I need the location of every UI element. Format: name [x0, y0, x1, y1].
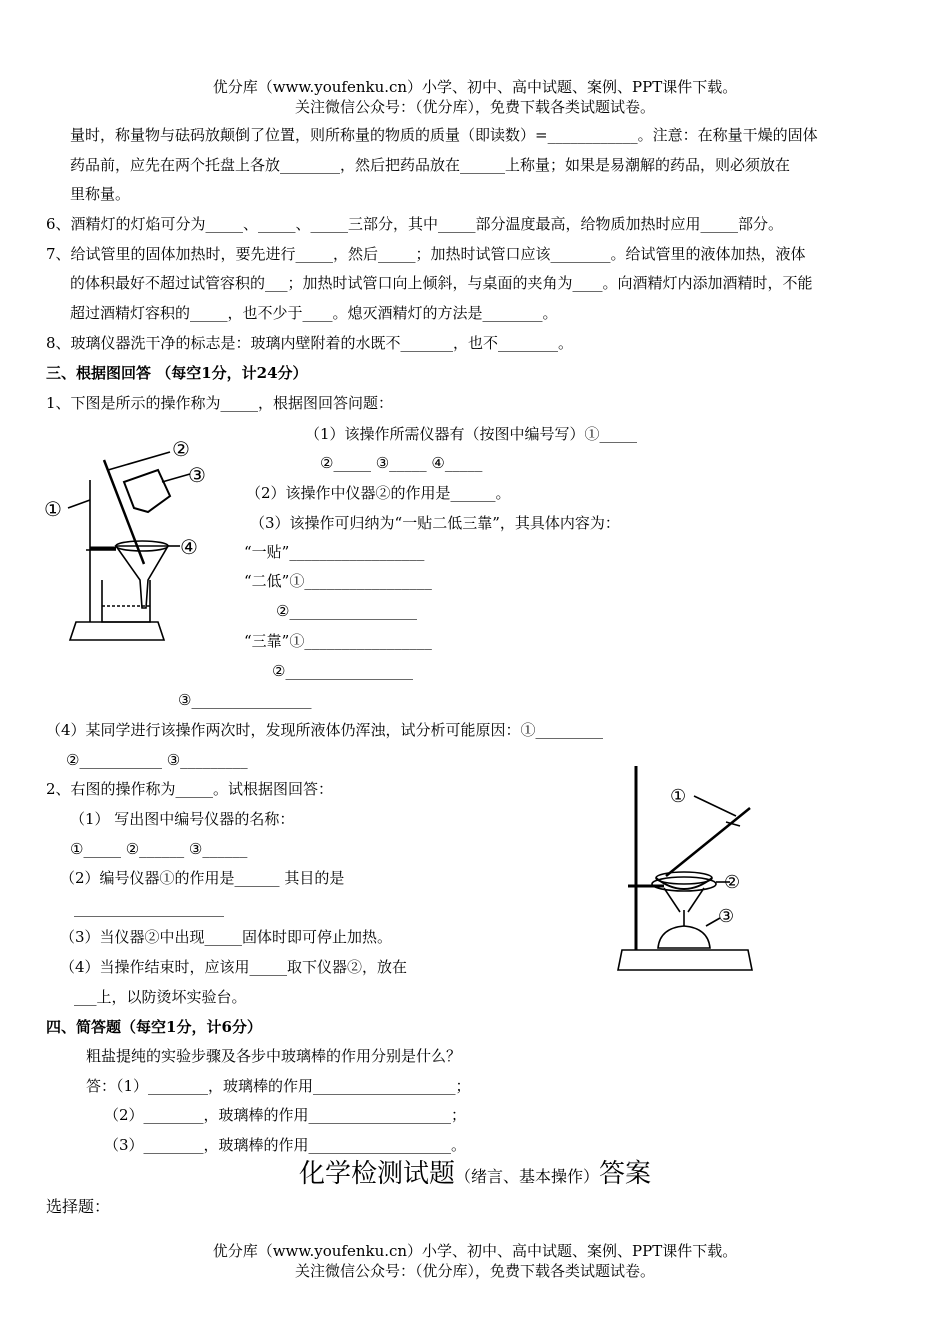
leader-1 — [68, 500, 90, 508]
s3-q1-yitie: “一贴”__________________ — [244, 543, 425, 561]
stand-base — [618, 950, 752, 970]
figure1-label-1: ① — [44, 497, 62, 521]
figure2-label-1: ① — [670, 786, 687, 807]
leader-2 — [108, 452, 170, 470]
s3-q1-stem: 1、下图是所示的操作称为_____，根据图回答问题： — [46, 394, 394, 412]
header-line-2: 关注微信公众号：（优分库），免费下载各类试题试卷。 — [294, 98, 655, 116]
glass-rod — [666, 808, 750, 876]
s3-q1-p4: （4）某同学进行该操作两次时，发现所液体仍浑浊，试分析可能原因：①_________ — [46, 721, 604, 739]
header-line-1: 优分库（www.youfenku.cn）小学、初中、高中试题、案例、PPT课件下载。 — [212, 78, 738, 96]
q7-line-2: 的体积最好不超过试管容积的___；加热时试管口向上倾斜，与桌面的夹角为____。向酒精灯内添加酒精时，不能 — [70, 274, 813, 292]
footer-line-1: 优分库（www.youfenku.cn）小学、初中、高中试题、案例、PPT课件下载。 — [212, 1242, 738, 1260]
receiving-beaker — [102, 580, 150, 622]
section4-heading: 四、简答题（每空1分，计6分） — [46, 1018, 262, 1036]
figure1-label-3: ③ — [188, 463, 206, 487]
s3-q2-p1: （1） 写出图中编号仪器的名称： — [70, 810, 295, 828]
s3-q1-sankao-3: ③________________ — [178, 691, 312, 709]
q5-line-3: 里称量。 — [70, 185, 131, 203]
figure1-label-2: ② — [172, 437, 190, 461]
s3-q2-p4b: ___上，以防烫坏实验台。 — [74, 988, 247, 1006]
s4-answer-3: （3）________，玻璃棒的作用___________________。 — [104, 1136, 467, 1154]
s4-answer-2: （2）________，玻璃棒的作用___________________； — [104, 1106, 467, 1124]
section3-heading: 三、根据图回答 （每空1分，计24分） — [46, 364, 308, 382]
pouring-beaker — [124, 470, 170, 512]
s3-q1-p3: （3）该操作可归纳为“一贴二低三靠”，其具体内容为： — [250, 514, 620, 532]
s3-q1-p4b: ②___________ ③_________ — [66, 751, 248, 769]
leader-1 — [694, 796, 736, 816]
s3-q2-stem: 2、右图的操作称为_____。试根据图回答： — [46, 780, 334, 798]
s3-q1-sankao-2: ②_________________ — [272, 662, 413, 680]
s3-q2-p4: （4）当操作结束时，应该用_____取下仪器②，放在 — [60, 958, 408, 976]
q8: 8、玻璃仪器洗干净的标志是：玻璃内壁附着的水既不_______，也不________。 — [46, 334, 574, 352]
s3-q2-p2b: ____________________ — [74, 899, 224, 917]
s3-q1-sankao-1: “三靠”①_________________ — [244, 632, 432, 650]
s3-q1-p2: （2）该操作中仪器②的作用是______。 — [246, 484, 511, 502]
q5-line-1: 量时，称量物与砝码放颠倒了位置，则所称量的物质的质量（即读数）=____________。注意：在称量干燥的固体 — [70, 126, 818, 144]
s4-answer-1: 答：（1）________，玻璃棒的作用___________________； — [86, 1077, 471, 1095]
figure2-label-2: ② — [724, 872, 741, 893]
answer-title-end: 答案 — [599, 1159, 652, 1189]
choice-label: 选择题： — [46, 1197, 111, 1216]
s3-q2-p2: （2）编号仪器①的作用是______ 其目的是 — [60, 869, 345, 887]
answer-title-sub: （绪言、基本操作） — [454, 1167, 599, 1186]
figure1-label-4: ④ — [180, 535, 198, 559]
q7-line-1: 7、给试管里的固体加热时，要先进行_____，然后_____；加热时试管口应该________。给试管里的液体加热，液体 — [46, 245, 806, 263]
q6: 6、酒精灯的灯焰可分为_____、_____、_____三部分，其中_____部分温度最高，给物质加热时应用_____部分。 — [46, 215, 784, 233]
stand-base — [70, 622, 164, 640]
lamp — [658, 926, 710, 948]
s3-q1-erdi-1: “二低”①_________________ — [244, 572, 432, 590]
s3-q1-p1: （1）该操作所需仪器有（按图中编号写）①_____ — [305, 425, 638, 443]
evaporation-figure — [600, 760, 770, 980]
funnel — [116, 546, 168, 608]
footer-line-2: 关注微信公众号：（优分库），免费下载各类试题试卷。 — [294, 1262, 655, 1280]
answer-title — [0, 1157, 950, 1191]
s3-q1-erdi-2: ②_________________ — [276, 602, 417, 620]
figure2-label-3: ③ — [718, 906, 735, 927]
answer-title-main: 化学检测试题 — [298, 1159, 455, 1189]
q7-line-3: 超过酒精灯容积的_____，也不少于____。熄灭酒精灯的方法是________。 — [70, 304, 558, 322]
filtration-figure — [40, 430, 240, 650]
leader-3 — [162, 474, 190, 482]
s3-q2-p1b: ①_____ ②______ ③______ — [70, 840, 248, 858]
s4-question: 粗盐提纯的实验步骤及各步中玻璃棒的作用分别是什么？ — [86, 1047, 462, 1065]
s3-q1-p1b: ②_____ ③_____ ④_____ — [320, 454, 483, 472]
q5-line-2: 药品前，应先在两个托盘上各放________，然后把药品放在______上称量；如果是易潮解的药品，则必须放在 — [70, 156, 791, 174]
s3-q2-p3: （3）当仪器②中出现_____固体时即可停止加热。 — [60, 928, 393, 946]
